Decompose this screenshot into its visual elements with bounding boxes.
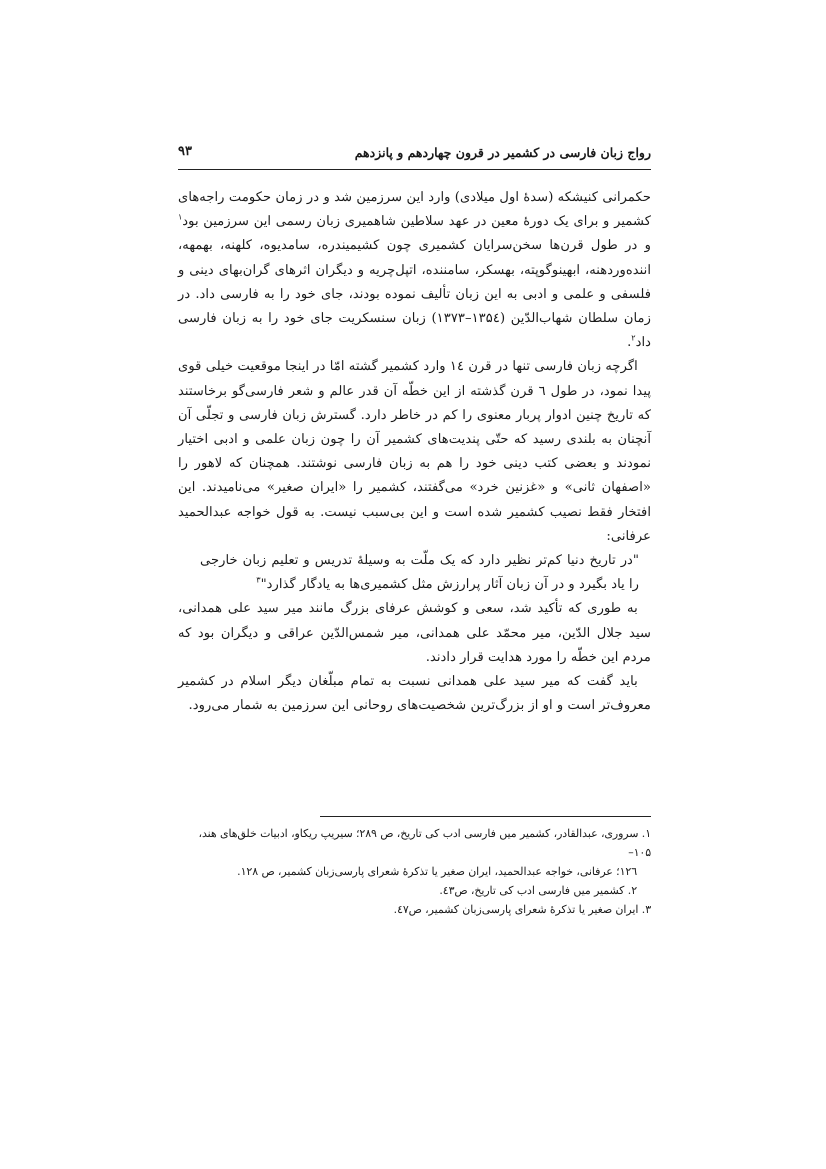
paragraph-1-end: . xyxy=(627,335,632,351)
quote-text: "در تاریخ دنیا کم‌تر نظیر دارد که یک ملّت به وسیلهٔ تدریس و تعلیم زبان خارجی را یاد بگیرد و در آن زبان آثار پرارزش مثل کشمیری‌ها به یادگار گذارد" xyxy=(200,553,639,593)
paragraph-1-text-cont: و در طول قرن‌ها سخن‌سرایان کشمیری چون کشیمیندره، سامدیوه، کلهنه، بهمهه، اننده‌وردهنه، ابهینوگوپته، بهسکر، سامننده، اتپل‌چریه و دیگران اثرهای گران‌بهای دینی و فلسفی و علمی و ادبی به این زبان تألیف نموده بودند، جای خود را به فارسی داد. در زمان سلطان شهاب‌الدّین (۱۳۵٤–۱۳۷۳) زبان سنسکریت جای خود را به زبان فارسی داد xyxy=(178,238,651,351)
running-header xyxy=(178,136,651,170)
footnote-2: ۲. کشمیر میں فارسی ادب کی تاریخ، ص٤۳. xyxy=(439,884,637,897)
paragraph-3-text: به طوری که تأکید شد، سعی و کوشش عرفای بزرگ مانند میر سید علی همدانی، سید جلال الدّین، میر محمّد علی همدانی، میر شمس‌الدّین عراقی و دیگران بود که مردم این خطّه را مورد هدایت قرار دادند. xyxy=(178,601,651,665)
block-quote xyxy=(200,549,639,597)
footnotes xyxy=(178,824,651,919)
paragraph-1-text: حکمرانی کنیشکه (سدهٔ اول میلادی) وارد این سرزمین شد و در زمان حکومت راجه‌های کشمیر و برای یک دورهٔ معین در عهد سلاطین شاهمیری زبان رسمی این سرزمین بود xyxy=(178,190,651,230)
paragraph-4 xyxy=(178,670,651,718)
footnote-ref-1[interactable]: ۱ xyxy=(178,212,183,222)
header-rule xyxy=(178,169,651,170)
paragraph-4-text: باید گفت که میر سید علی همدانی نسبت به تمام مبلّغان دیگر اسلام در کشمیر معروف‌تر است و او از بزرگ‌ترین شخصیت‌های روحانی این سرزمین به شمار می‌رود. xyxy=(178,674,651,714)
footnote-ref-3[interactable]: ۳ xyxy=(256,575,261,585)
footnote-3: ۳. ایران صغیر یا تذکرهٔ شعرای پارسی‌زبان کشمیر، ص٤۷. xyxy=(393,903,651,916)
footnote-1: ۱. سروری، عبدالقادر، کشمیر میں فارسی ادب کی تاریخ، ص ۲۸۹؛ سیریپ ریکاو، ادبیات خلق‌های هند، ۱۰۵– xyxy=(198,827,651,859)
footnote-ref-2[interactable]: ۲ xyxy=(631,333,636,343)
paragraph-2-text: اگرچه زبان فارسی تنها در قرن ۱٤ وارد کشمیر گشته امّا در اینجا موقعیت خیلی قوی پیدا نمود، در طول ٦ قرن گذشته از این خطّه آن قدر عالم و شعر فارسی‌گو برخاستند که تاریخ چنین ادوار پربار معنوی را کم در خاطر دارد. گسترش زبان فارسی و تجلّی آن آنچنان به بلندی رسید که حتّی پندیت‌های کشمیر آن را چون زبان علمی و ادبی اختیار نمودند و بعضی کتب دینی خود را هم به زبان فارسی نوشتند. همچنان که لاهور را «اصفهان ثانی» و «غزنین خرد» می‌گفتند، کشمیر را «ایران صغیر» می‌نامیدند. این افتخار فقط نصیب کشمیر شده است و این بی‌سبب نیست. به قول خواجه عبدالحمید عرفانی: xyxy=(178,359,651,544)
footnote-1-cont: ۱۲٦؛ عرفانی، خواجه عبدالحمید، ایران صغیر یا تذکرهٔ شعرای پارسی‌زبان کشمیر، ص ۱۲۸. xyxy=(237,865,637,878)
paragraph-3 xyxy=(178,597,651,670)
page-number: ۹۳ xyxy=(178,144,192,159)
running-title: رواج زبان فارسی در کشمیر در قرون چهاردهم و پانزدهم xyxy=(354,145,651,160)
body-text xyxy=(178,186,651,718)
footnote-rule xyxy=(320,816,651,817)
paragraph-2 xyxy=(178,355,651,549)
paragraph-1 xyxy=(178,186,651,355)
